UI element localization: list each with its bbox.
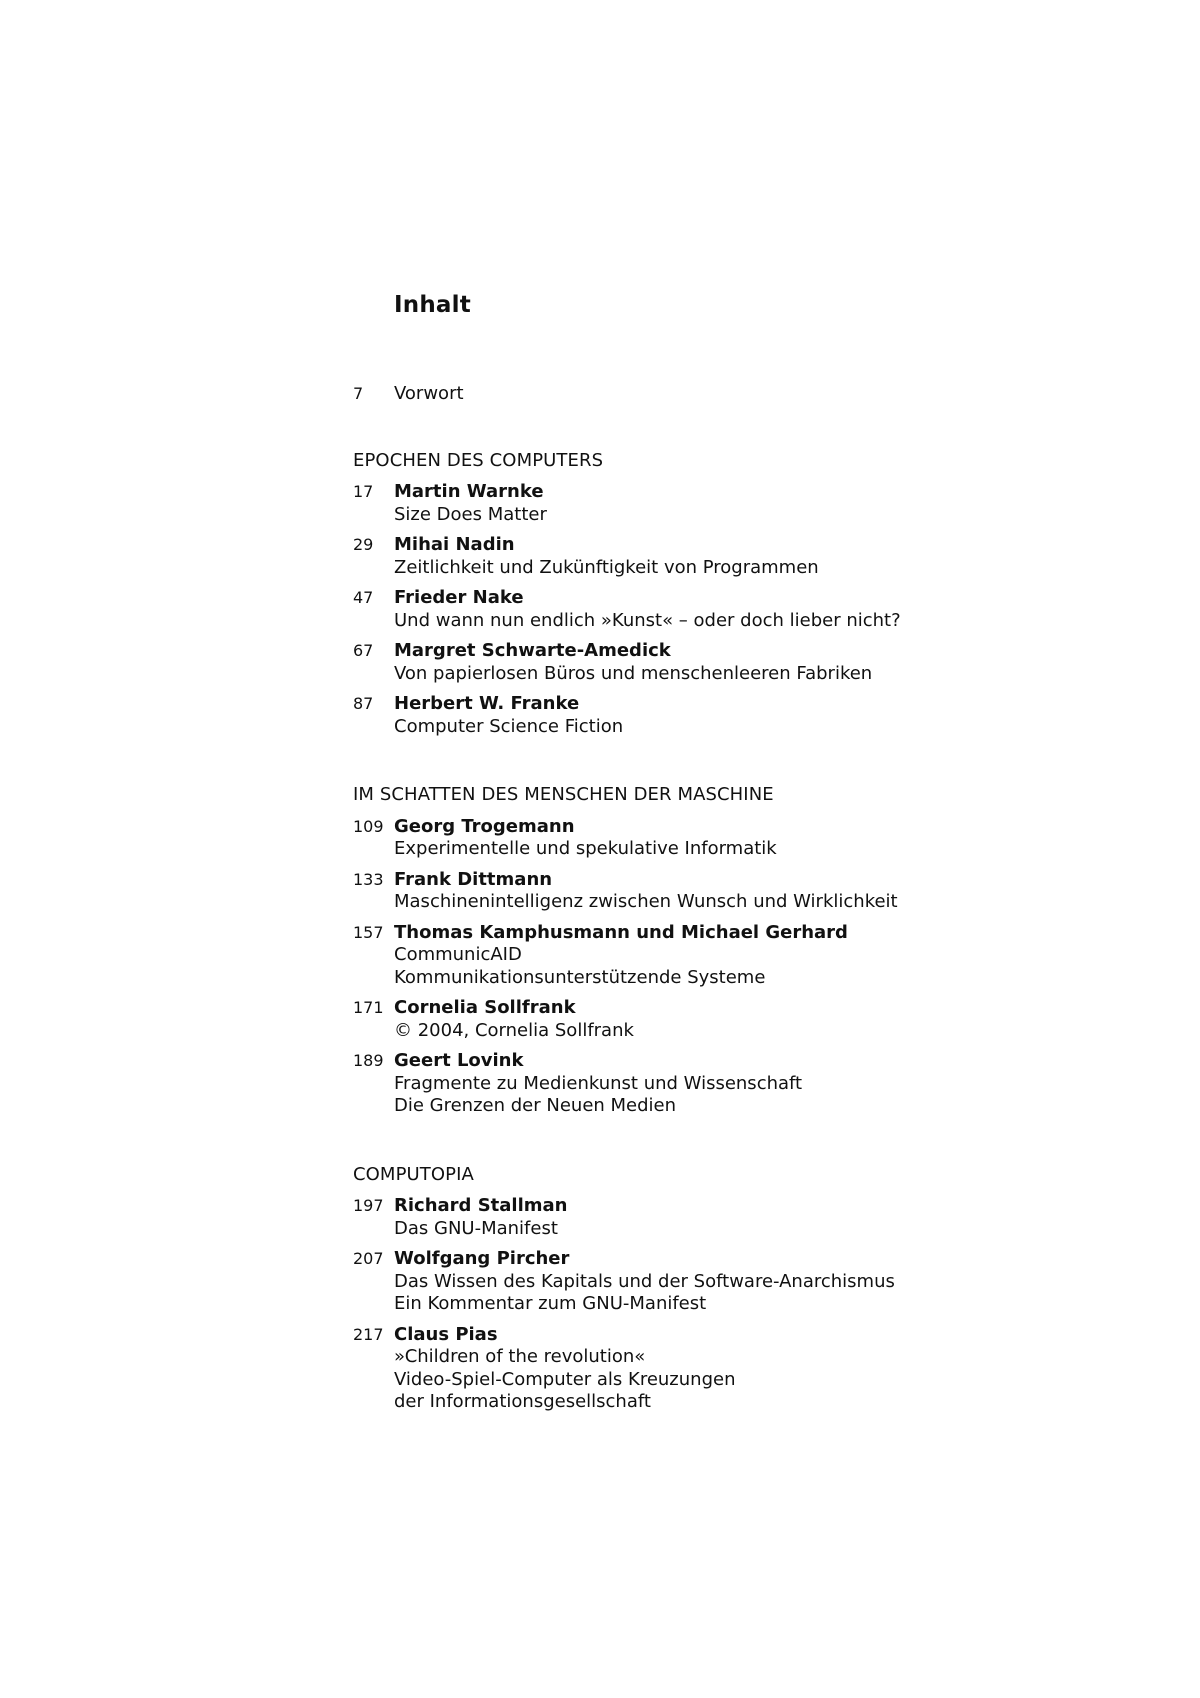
entry-title-line: Video-Spiel-Computer als Kreuzungen — [394, 1368, 736, 1390]
entry-title-line: Und wann nun endlich »Kunst« – oder doch lieber nicht? — [394, 609, 901, 631]
toc-section — [353, 450, 1073, 739]
entry-author: Thomas Kamphusmann und Michael Gerhard — [394, 921, 848, 943]
page-number: 207 — [353, 1249, 384, 1268]
entry-author: Margret Schwarte-Amedick — [394, 640, 671, 661]
entry-author: Wolfgang Pircher — [394, 1248, 570, 1269]
section-heading: COMPUTOPIA — [353, 1163, 474, 1185]
entry-author: Frank Dittmann — [394, 868, 553, 890]
entry-title-line: Maschinenintelligenz zwischen Wunsch und Wirklichkeit — [394, 891, 898, 912]
section-heading: IM SCHATTEN DES MENSCHEN DER MASCHINE — [353, 784, 774, 805]
page-number: 157 — [353, 922, 384, 942]
toc-entry-foreword — [353, 383, 1073, 406]
entry-title-line: Experimentelle und spekulative Informatik — [394, 838, 777, 859]
entry-author: Frieder Nake — [394, 587, 524, 608]
toc-entry — [353, 1050, 1073, 1118]
page-number: 171 — [353, 998, 384, 1017]
entry-author: Richard Stallman — [394, 1195, 568, 1216]
toc-entry — [353, 816, 1073, 861]
page-number: 197 — [353, 1196, 384, 1215]
entry-title-line: der Informationsgesellschaft — [394, 1391, 651, 1412]
section-heading: EPOCHEN DES COMPUTERS — [353, 449, 604, 471]
entry-author: Mihai Nadin — [394, 534, 515, 555]
entry-author: Claus Pias — [394, 1323, 498, 1345]
page-number: 133 — [353, 869, 384, 889]
toc-entry — [353, 1248, 1073, 1316]
entry-title-line: Das GNU-Manifest — [394, 1217, 558, 1239]
entry-title-line: Das Wissen des Kapitals und der Software-Anarchismus — [394, 1270, 895, 1292]
entry-title-line: Ein Kommentar zum GNU-Manifest — [394, 1293, 707, 1314]
entry-author: Georg Trogemann — [394, 815, 575, 837]
entry-title-line: Size Does Matter — [394, 503, 547, 525]
page-number: 29 — [353, 535, 374, 554]
toc-entry — [353, 1195, 1073, 1240]
toc-entry — [353, 481, 1073, 526]
page-number: 47 — [353, 588, 374, 607]
page-number: 17 — [353, 482, 374, 501]
entry-title-line: Zeitlichkeit und Zukünftigkeit von Programmen — [394, 556, 819, 578]
entry-title: Vorwort — [394, 383, 464, 404]
entry-title-line: Die Grenzen der Neuen Medien — [394, 1095, 677, 1116]
entry-author: Herbert W. Franke — [394, 693, 580, 714]
entry-author: Cornelia Sollfrank — [394, 997, 576, 1018]
entry-title-line: Kommunikationsunterstützende Systeme — [394, 966, 766, 988]
toc-entry — [353, 693, 1073, 738]
page-number: 189 — [353, 1051, 384, 1070]
entry-author: Martin Warnke — [394, 481, 544, 502]
toc-entry — [353, 869, 1073, 914]
entry-title-line: © 2004, Cornelia Sollfrank — [394, 1019, 634, 1041]
toc-entry — [353, 997, 1073, 1042]
page-number: 7 — [353, 384, 364, 403]
entry-title-line: »Children of the revolution« — [394, 1346, 646, 1367]
toc-section — [353, 784, 1073, 1118]
toc-entry — [353, 1324, 1073, 1414]
toc-section — [353, 1164, 1073, 1414]
table-of-contents — [353, 383, 1073, 1414]
entry-title-line: CommunicAID — [394, 944, 522, 965]
entry-title-line: Fragmente zu Medienkunst und Wissenschaft — [394, 1072, 803, 1094]
entry-author: Geert Lovink — [394, 1050, 524, 1071]
page-number: 67 — [353, 641, 374, 660]
page-number: 109 — [353, 816, 384, 836]
page-number: 87 — [353, 694, 374, 713]
page-number: 217 — [353, 1324, 384, 1344]
toc-entry — [353, 587, 1073, 632]
entry-title-line: Von papierlosen Büros und menschenleeren Fabriken — [394, 662, 873, 684]
page-title: Inhalt — [394, 292, 471, 318]
toc-entry — [353, 640, 1073, 685]
toc-entry — [353, 534, 1073, 579]
entry-title-line: Computer Science Fiction — [394, 715, 624, 737]
toc-entry — [353, 922, 1073, 990]
toc-sections — [353, 450, 1073, 1414]
